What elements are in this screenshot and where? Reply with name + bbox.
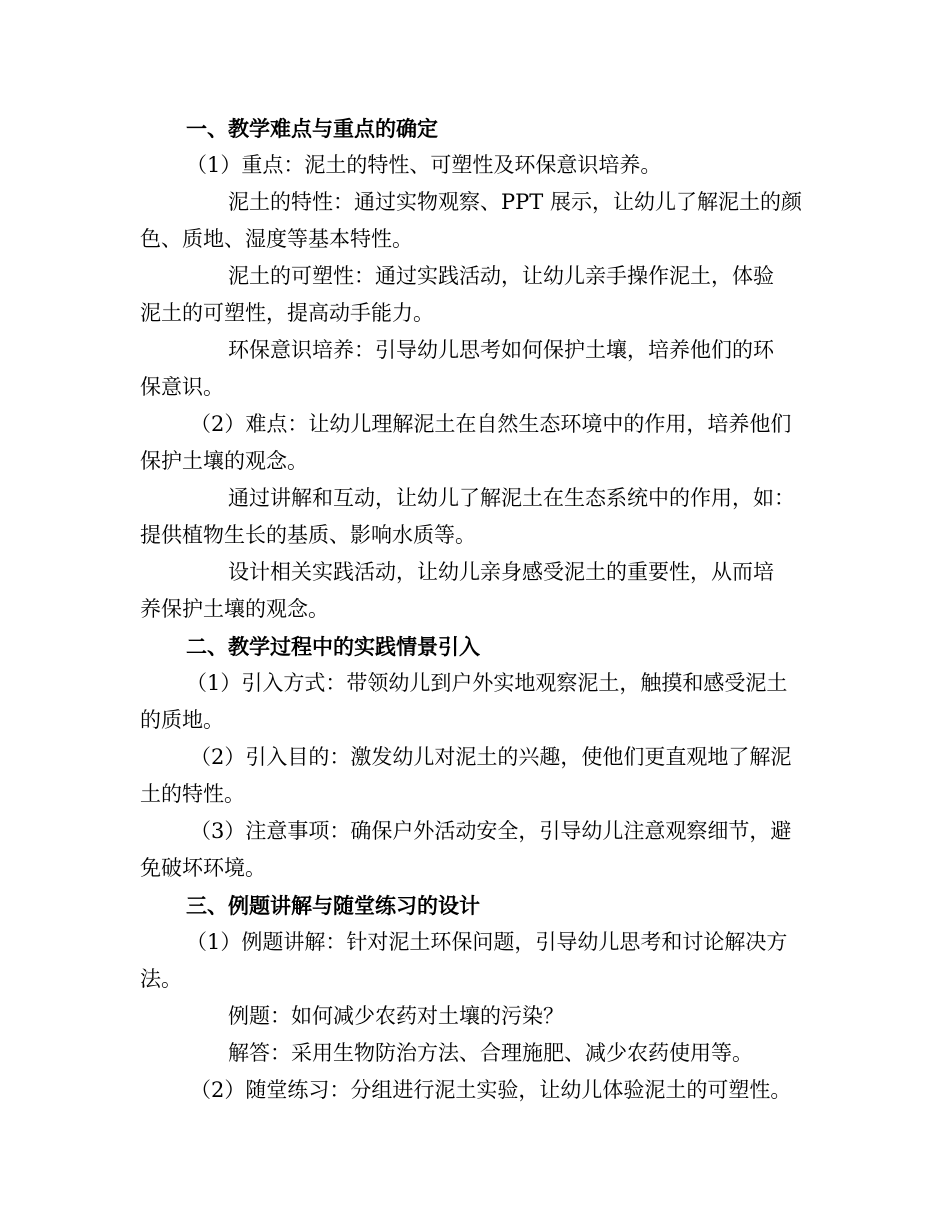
- paragraph-continuation: 法。: [140, 967, 182, 991]
- paragraph: （2）引入目的：激发幼儿对泥土的兴趣，使他们更直观地了解泥: [190, 745, 792, 769]
- paragraph: 设计相关实践活动，让幼儿亲身感受泥土的重要性，从而培: [228, 560, 774, 584]
- paragraph-continuation: 的质地。: [140, 708, 224, 732]
- paragraph-continuation: 提供植物生长的基质、影响水质等。: [140, 523, 476, 547]
- paragraph-continuation: 免破坏环境。: [140, 856, 266, 880]
- paragraph: （1）例题讲解：针对泥土环保问题，引导幼儿思考和讨论解决方: [186, 930, 788, 954]
- paragraph: （2）随堂练习：分组进行泥土实验，让幼儿体验泥土的可塑性。: [190, 1078, 792, 1102]
- section-3-heading: 三、例题讲解与随堂练习的设计: [186, 893, 480, 918]
- section-2-heading: 二、教学过程中的实践情景引入: [186, 634, 480, 659]
- document-body: [140, 110, 812, 1109]
- paragraph: 通过讲解和互动，让幼儿了解泥土在生态系统中的作用，如：: [228, 486, 795, 510]
- paragraph-continuation: 保护土壤的观念。: [140, 449, 308, 473]
- paragraph: 环保意识培养：引导幼儿思考如何保护土壤，培养他们的环: [228, 338, 774, 362]
- paragraph-continuation: 保意识。: [140, 375, 224, 399]
- paragraph-continuation: 养保护土壤的观念。: [140, 597, 329, 621]
- paragraph: （1）重点：泥土的特性、可塑性及环保意识培养。: [186, 153, 662, 177]
- paragraph: （2）难点：让幼儿理解泥土在自然生态环境中的作用，培养他们: [190, 412, 792, 436]
- example-question: 例题：如何减少农药对土壤的污染？: [228, 1004, 564, 1028]
- paragraph-continuation: 土的特性。: [140, 782, 245, 806]
- paragraph: 泥土的特性：通过实物观察、PPT 展示，让幼儿了解泥土的颜: [228, 190, 802, 214]
- paragraph: 泥土的可塑性：通过实践活动，让幼儿亲手操作泥土，体验: [228, 264, 774, 288]
- paragraph: （1）引入方式：带领幼儿到户外实地观察泥土，触摸和感受泥土: [186, 671, 788, 695]
- section-1-heading: 一、教学难点与重点的确定: [186, 116, 438, 141]
- paragraph-continuation: 泥土的可塑性，提高动手能力。: [140, 301, 434, 325]
- paragraph-continuation: 色、质地、湿度等基本特性。: [140, 227, 413, 251]
- example-answer: 解答：采用生物防治方法、合理施肥、减少农药使用等。: [228, 1041, 753, 1065]
- paragraph: （3）注意事项：确保户外活动安全，引导幼儿注意观察细节，避: [190, 819, 792, 843]
